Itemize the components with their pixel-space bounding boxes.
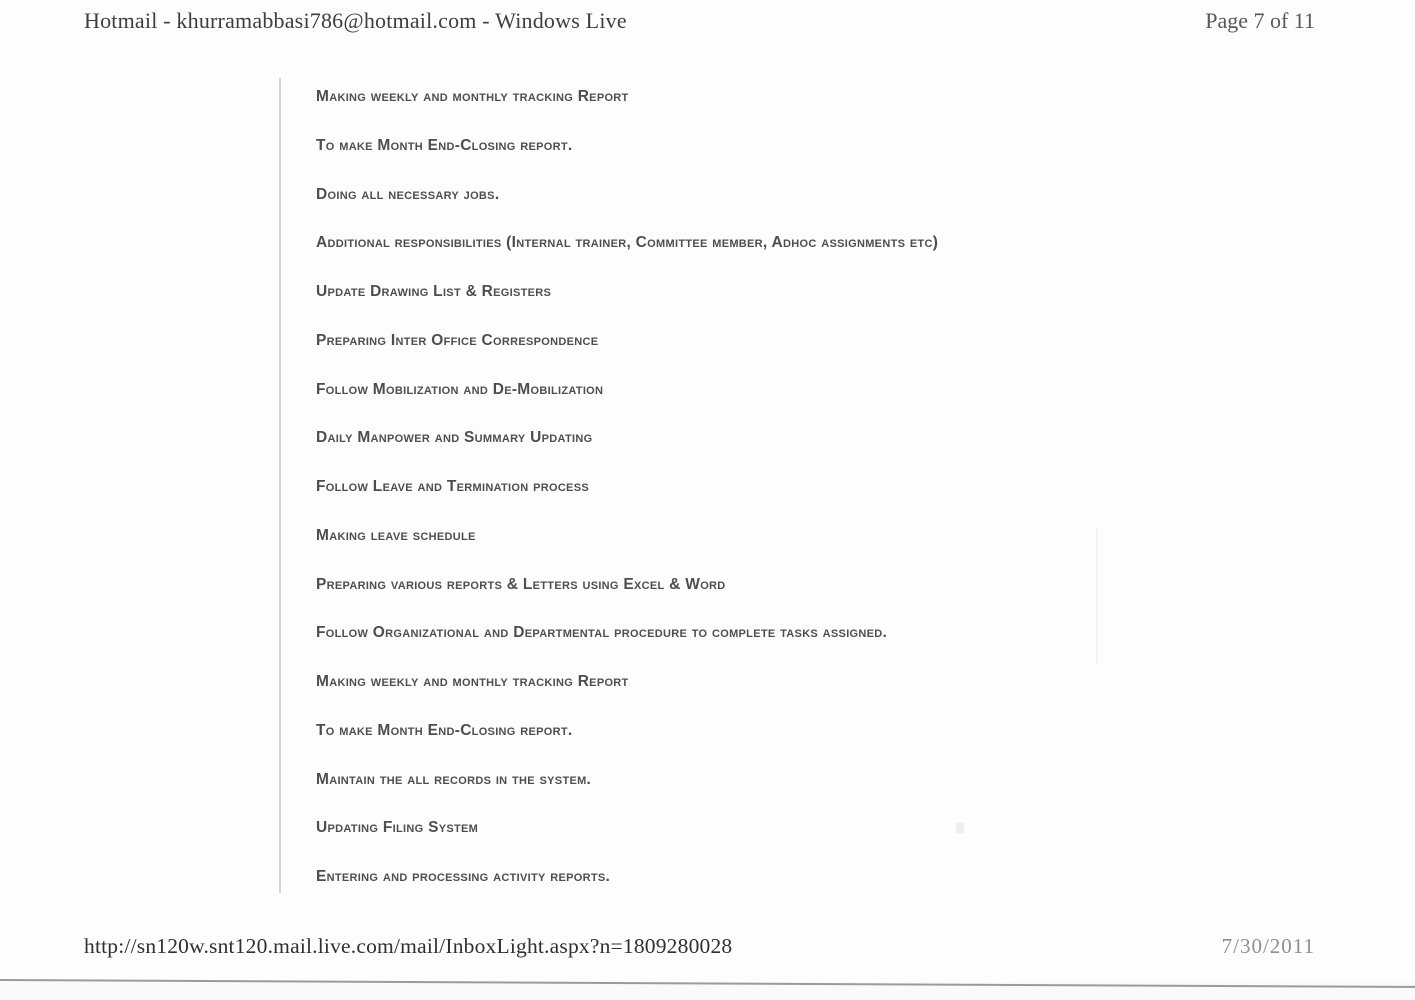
list-item: Preparing Inter Office Correspondence <box>316 331 599 349</box>
list-item: Updating Filing System <box>316 819 479 837</box>
list-item: Update Drawing List & Registers <box>316 283 552 300</box>
page-number-indicator: Page 7 of 11 <box>1205 8 1315 33</box>
list-item: Doing all necessary jobs. <box>316 185 500 203</box>
scan-artifact <box>1096 528 1098 663</box>
list-item: To make Month End-Closing report. <box>316 136 573 154</box>
list-item: Follow Organizational and Departmental procedure to complete tasks assigned. <box>316 624 888 642</box>
list-item: Daily Manpower and Summary Updating <box>316 429 593 447</box>
scan-artifact <box>956 822 964 834</box>
source-url: http://sn120w.snt120.mail.live.com/mail/InboxLight.aspx?n=1809280028 <box>84 934 733 958</box>
list-item: Additional responsibilities (Internal trainer, Committee member, Adhoc assignments etc) <box>316 234 939 252</box>
print-header <box>84 8 1315 34</box>
print-footer <box>84 934 1315 959</box>
responsibility-list <box>316 88 1375 917</box>
print-date: 7/30/2011 <box>1221 934 1315 958</box>
page-title: Hotmail - khurramabbasi786@hotmail.com - Windows Live <box>84 8 627 33</box>
list-item: Follow Leave and Termination process <box>316 478 589 495</box>
list-item: Entering and processing activity reports. <box>316 868 611 885</box>
list-item: To make Month End-Closing report. <box>316 721 573 739</box>
list-item: Making weekly and monthly tracking Report <box>316 673 629 690</box>
list-item: Follow Mobilization and De-Mobilization <box>316 380 604 398</box>
list-item: Maintain the all records in the system. <box>316 770 592 788</box>
list-item: Preparing various reports & Letters using Excel & Word <box>316 575 726 593</box>
list-item: Making weekly and monthly tracking Report <box>316 88 629 105</box>
list-item: Making leave schedule <box>316 526 476 544</box>
quote-border-line <box>279 78 281 893</box>
